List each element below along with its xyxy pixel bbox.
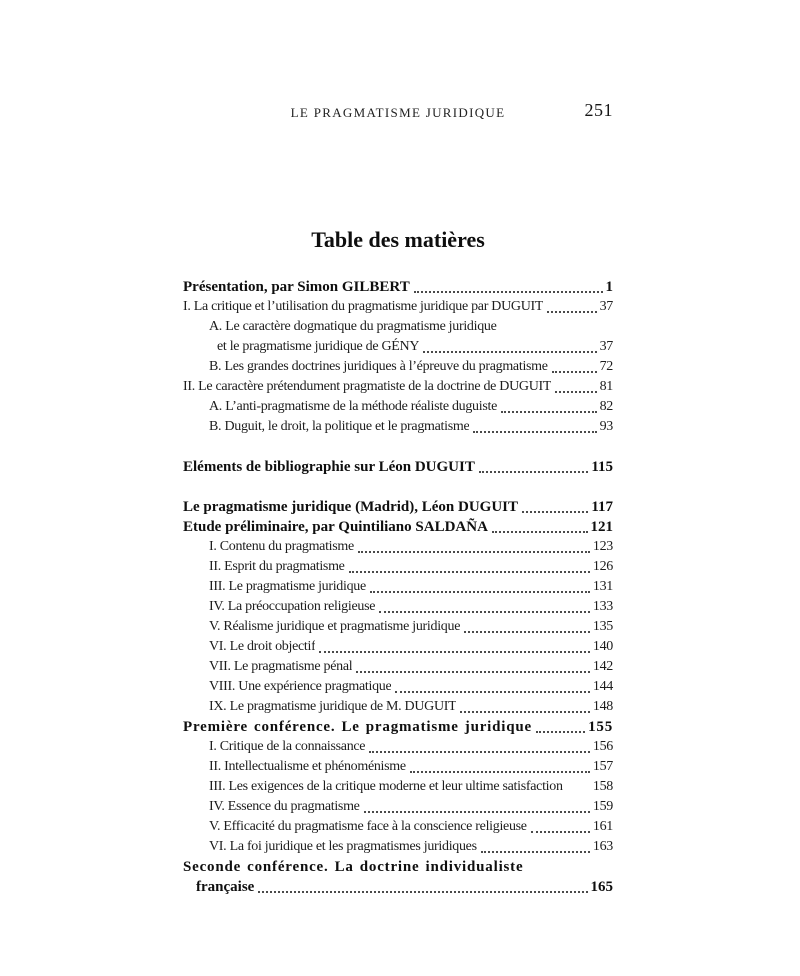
dotted-leader (395, 691, 589, 693)
toc-entry-page: 133 (592, 599, 613, 614)
toc-entry-page: 121 (590, 519, 613, 535)
toc-entry-label: V. Efficacité du pragmatisme face à la conscience religieuse (209, 819, 527, 834)
toc-entry-page: 115 (591, 459, 613, 475)
dotted-leader (460, 711, 589, 713)
toc-entry-page: 72 (599, 359, 613, 374)
toc-entry-page: 144 (592, 679, 613, 694)
toc-entry-page: 126 (592, 559, 613, 574)
toc-entry (183, 857, 613, 877)
toc-entry (183, 457, 613, 477)
dotted-leader (423, 351, 596, 353)
toc-entry-page: 142 (592, 659, 613, 674)
toc-entry (183, 397, 613, 417)
toc-entry-page: 155 (588, 719, 613, 735)
running-header (183, 100, 613, 126)
toc-entry-page: 131 (592, 579, 613, 594)
toc-entry (183, 777, 613, 797)
dotted-leader (531, 831, 590, 833)
toc-entry (183, 497, 613, 517)
dotted-leader (379, 611, 590, 613)
dotted-leader (536, 731, 585, 733)
toc-entry-label: A. Le caractère dogmatique du pragmatisme juridique (209, 319, 497, 334)
dotted-leader (356, 671, 590, 673)
toc-entry-page: 93 (599, 419, 613, 434)
toc-entry (183, 617, 613, 637)
toc-entry-page: 165 (590, 879, 613, 895)
toc-entry-label: I. La critique et l’utilisation du pragmatisme juridique par DUGUIT (183, 299, 544, 314)
toc-entry-label: V. Réalisme juridique et pragmatisme juridique (209, 619, 461, 634)
toc-entry-page: 159 (592, 799, 613, 814)
toc-entry (183, 297, 613, 317)
toc-entry (183, 357, 613, 377)
toc-entry-page: 161 (592, 819, 613, 834)
dotted-leader (473, 431, 596, 433)
toc-entry (183, 877, 613, 897)
toc-entry (183, 817, 613, 837)
toc-entry-label: et le pragmatisme juridique de GÉNY (217, 339, 420, 354)
toc-entry (183, 697, 613, 717)
toc-entry-label: I. Contenu du pragmatisme (209, 539, 354, 554)
toc-entry (183, 657, 613, 677)
dotted-leader (492, 531, 588, 533)
toc-entry (183, 677, 613, 697)
toc-entry-label: I. Critique de la connaissance (209, 739, 366, 754)
toc-entry (183, 537, 613, 557)
toc-entry-page: 37 (599, 299, 613, 314)
toc-entry (183, 717, 613, 737)
toc-entry (183, 277, 613, 297)
dotted-leader (552, 371, 597, 373)
toc-entry-page: 140 (592, 639, 613, 654)
toc-entry-label: IV. La préoccupation religieuse (209, 599, 376, 614)
toc-entry-page: 37 (599, 339, 613, 354)
folio-page-number: 251 (584, 100, 613, 120)
toc-entry-page: 117 (591, 499, 613, 515)
dotted-leader (479, 471, 588, 473)
toc-entry-label: Première conférence. Le pragmatisme juridique (183, 719, 533, 735)
toc-entry-page: 81 (599, 379, 613, 394)
toc-entry-label: III. Les exigences de la critique moderne et leur ultime satisfaction (209, 779, 563, 794)
table-of-contents (183, 277, 613, 897)
toc-entry-label: française (196, 879, 255, 895)
toc-entry (183, 317, 613, 337)
toc-entry-label: VII. Le pragmatisme pénal (209, 659, 353, 674)
toc-entry-page: 1 (605, 279, 613, 295)
toc-entry-label: B. Duguit, le droit, la politique et le pragmatisme (209, 419, 470, 434)
toc-entry-label: Seconde conférence. La doctrine individualiste (183, 859, 524, 875)
toc-entry (183, 337, 613, 357)
toc-entry (183, 837, 613, 857)
dotted-leader (414, 291, 603, 293)
dotted-leader (364, 811, 590, 813)
toc-entry (183, 577, 613, 597)
page-content (183, 0, 613, 976)
toc-entry-label: A. L’anti-pragmatisme de la méthode réaliste duguiste (209, 399, 497, 414)
dotted-leader (319, 651, 589, 653)
toc-entry-label: VI. La foi juridique et les pragmatismes juridiques (209, 839, 477, 854)
running-title: LE PRAGMATISME JURIDIQUE (290, 105, 506, 120)
toc-entry-page: 135 (592, 619, 613, 634)
toc-entry-label: B. Les grandes doctrines juridiques à l’épreuve du pragmatisme (209, 359, 548, 374)
toc-entry-label: IX. Le pragmatisme juridique de M. DUGUIT (209, 699, 457, 714)
dotted-leader (358, 551, 590, 553)
dotted-leader (501, 411, 597, 413)
dotted-leader (547, 311, 596, 313)
dotted-leader (258, 891, 587, 893)
toc-entry (183, 597, 613, 617)
toc-entry-label: III. Le pragmatisme juridique (209, 579, 366, 594)
dotted-leader (481, 851, 590, 853)
toc-entry-label: IV. Essence du pragmatisme (209, 799, 360, 814)
dotted-leader (410, 771, 590, 773)
dotted-leader (370, 591, 590, 593)
dotted-leader (349, 571, 590, 573)
dotted-leader (522, 511, 588, 513)
toc-entry (183, 417, 613, 437)
toc-entry-page: 82 (599, 399, 613, 414)
toc-entry (183, 377, 613, 397)
toc-entry-page: 156 (592, 739, 613, 754)
toc-entry (183, 737, 613, 757)
toc-entry-label: II. Esprit du pragmatisme (209, 559, 345, 574)
toc-entry (183, 757, 613, 777)
dotted-leader (464, 631, 590, 633)
toc-entry-label: VIII. Une expérience pragmatique (209, 679, 392, 694)
toc-entry-page: 163 (592, 839, 613, 854)
toc-entry-page: 123 (592, 539, 613, 554)
toc-entry (183, 797, 613, 817)
toc-entry-label: II. Intellectualisme et phénoménisme (209, 759, 406, 774)
toc-entry-label: VI. Le droit objectif (209, 639, 316, 654)
toc-entry (183, 517, 613, 537)
toc-entry-label: II. Le caractère prétendument pragmatiste de la doctrine de DUGUIT (183, 379, 552, 394)
dotted-leader (555, 391, 596, 393)
toc-title: Table des matières (311, 227, 485, 252)
toc-entry-label: Présentation, par Simon GILBERT (183, 279, 410, 295)
toc-entry-label: Eléments de bibliographie sur Léon DUGUIT (183, 459, 475, 475)
toc-entry-page: 148 (592, 699, 613, 714)
toc-entry-label: Le pragmatisme juridique (Madrid), Léon DUGUIT (183, 499, 518, 515)
toc-entry-page: 158 (592, 779, 613, 794)
toc-entry-label: Etude préliminaire, par Quintiliano SALDAÑA (183, 519, 488, 535)
toc-entry-page: 157 (592, 759, 613, 774)
toc-entry (183, 637, 613, 657)
dotted-leader (369, 751, 590, 753)
toc-entry (183, 557, 613, 577)
